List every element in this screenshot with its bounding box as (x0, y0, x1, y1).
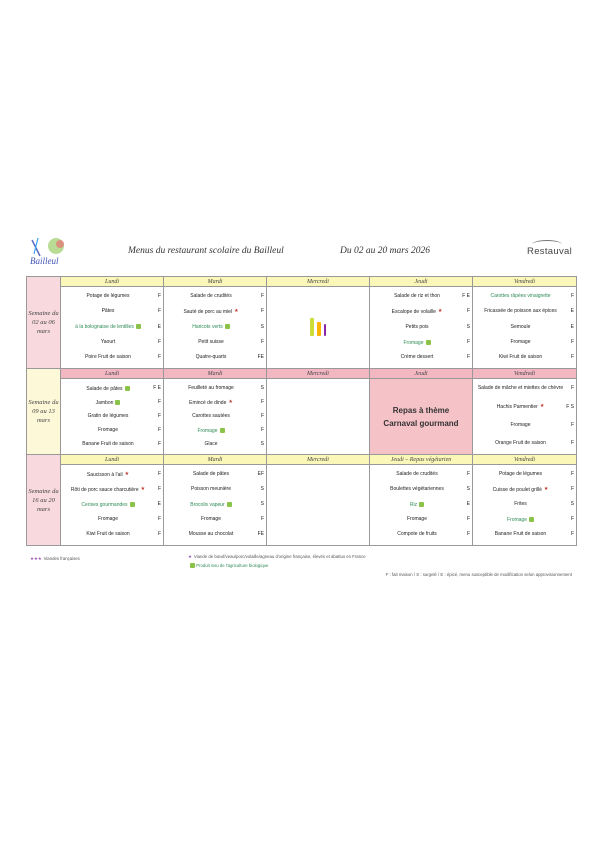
organic-icon (125, 386, 130, 391)
svg-text:Bailleul: Bailleul (30, 256, 59, 266)
dish-name: Banane Fruit de saison (494, 531, 547, 538)
dish-code: F (466, 531, 470, 538)
dish-row (61, 396, 163, 410)
dish-row (164, 290, 266, 304)
day-header-mardi: Mardi (164, 369, 267, 379)
dish-row (61, 336, 163, 350)
week-label: Semaine du 02 au 06 mars (27, 277, 61, 369)
dish-row (370, 528, 472, 542)
dish-name: Haricots verts (166, 324, 256, 330)
organic-icon (190, 563, 195, 568)
dish-row (370, 290, 472, 304)
dish-row (164, 321, 266, 335)
dish-name: Semoule (510, 323, 531, 330)
day-header-mercredi: Mercredi (267, 455, 370, 465)
dish-code: S (260, 385, 264, 392)
organic-icon (419, 502, 424, 507)
dish-name: Fromage (97, 427, 118, 434)
dish-code: F S (566, 403, 574, 410)
dish-code: F (570, 516, 574, 523)
dish-name: Fromage (200, 516, 221, 523)
dish-code: F (570, 440, 574, 447)
dish-name: Salade de pâtes (192, 471, 230, 478)
dish-code: F (466, 338, 470, 345)
day-header-jeudi: Jeudi (370, 369, 473, 379)
dish-name: Cerises gourmandes (63, 502, 153, 508)
dish-row (164, 498, 266, 512)
legend-organic: Produit issu de l'agriculture biologique (188, 563, 268, 568)
dish-row (61, 438, 163, 452)
dish-row (61, 382, 163, 396)
dish-row (370, 351, 472, 365)
dish-code: F (570, 471, 574, 478)
day-header-mardi: Mardi (164, 455, 267, 465)
dish-row (61, 321, 163, 335)
menu-header (26, 232, 576, 272)
day-header-vendredi: Vendredi (473, 277, 577, 287)
day-header-jeudi: Jeudi (370, 277, 473, 287)
organic-icon (529, 517, 534, 522)
dish-code: F (570, 385, 574, 392)
menu-cell (164, 287, 267, 369)
dish-name: Riz (372, 502, 462, 508)
dish-code: F (157, 471, 161, 478)
dish-code: F (466, 516, 470, 523)
dish-code: S (260, 323, 264, 330)
organic-icon (227, 502, 232, 507)
dish-code: F (157, 308, 161, 315)
dish-row (473, 419, 576, 433)
dish-row (473, 513, 576, 527)
dish-code: F (157, 413, 161, 420)
dish-name: Mousse au chocolat (188, 531, 234, 538)
dish-name: Kiwi Fruit de saison (498, 354, 543, 361)
pencil-icon (310, 318, 314, 336)
dish-row (164, 513, 266, 527)
dish-code: F (157, 486, 161, 493)
dish-code: F (570, 338, 574, 345)
week-label: Semaine du 09 au 13 mars (27, 369, 61, 455)
dish-row (61, 305, 163, 319)
dish-name: Carottes sautées (192, 413, 230, 420)
dish-code: S (260, 441, 264, 448)
origin-star-icon: ★ (543, 485, 549, 492)
dish-name: Potage de légumes (86, 293, 130, 300)
dish-code: FE (257, 531, 264, 538)
dish-row (61, 513, 163, 527)
day-header-mardi: Mardi (164, 277, 267, 287)
dish-name: Petit suisse (198, 338, 224, 345)
dish-code: F (157, 516, 161, 523)
dish-row (473, 498, 576, 512)
dish-name: Cuisse de poulet grillé ★ (492, 485, 549, 493)
dish-code: F (260, 413, 264, 420)
day-header-mercredi: Mercredi (267, 277, 370, 287)
theme-meal-cell (370, 379, 473, 455)
dish-name: Fromage (166, 428, 256, 434)
dish-row (61, 483, 163, 497)
day-header-lundi: Lundi (61, 369, 164, 379)
dish-name: Glace (204, 441, 218, 448)
dish-code: F (157, 531, 161, 538)
legend-line: ★ Viande de bœuf/veau/porc/volaille/agneau d'origine française, élevés et abattus en France (188, 554, 366, 559)
dish-row (164, 438, 266, 452)
dish-row (164, 528, 266, 542)
menu-dates: Du 02 au 20 mars 2026 (340, 246, 430, 256)
dish-row (370, 483, 472, 497)
star-icon: ★ (188, 554, 192, 559)
dish-name: Saucisson à l'ail ★ (86, 470, 130, 478)
dish-name: Gratin de légumes (87, 413, 129, 420)
dish-row (473, 437, 576, 451)
dish-code: S (466, 323, 470, 330)
pencil-icon (317, 322, 321, 336)
dish-name: Salade de crudités (190, 293, 232, 300)
day-header-vendredi: Vendredi (473, 369, 577, 379)
dish-name: Carottes râpées vinaigrette (490, 293, 551, 300)
day-header-vendredi: Vendredi (473, 455, 577, 465)
day-header-lundi: Lundi (61, 277, 164, 287)
dish-code: S (260, 486, 264, 493)
dish-name: Potage de légumes (498, 471, 543, 478)
dish-row (473, 468, 576, 482)
organic-icon (136, 324, 141, 329)
dish-name: Fromage (406, 516, 427, 523)
dish-name: Petits pois (405, 323, 429, 330)
dish-name: Salade de pâtes (63, 386, 153, 392)
dish-code: F (260, 338, 264, 345)
dish-row (61, 528, 163, 542)
dish-row (61, 410, 163, 424)
dish-row (164, 382, 266, 396)
origin-star-icon: ★ (124, 470, 130, 477)
dish-name: Kiwi Fruit de saison (86, 531, 130, 538)
dish-name: Brocolis vapeur (166, 502, 256, 508)
dish-row (370, 468, 472, 482)
menu-cell (473, 465, 577, 546)
dish-name: Poire Fruit de saison (85, 354, 131, 361)
dish-name: Emincé de dinde ★ (189, 398, 233, 406)
dish-row (473, 400, 576, 414)
dish-row (164, 336, 266, 350)
wednesday-empty-cell (267, 379, 370, 455)
dish-name: Rôti de porc sauce charcutière ★ (70, 485, 146, 493)
dish-name: Escalope de volaille ★ (391, 307, 443, 316)
dish-code: S (260, 501, 264, 508)
organic-icon (225, 324, 230, 329)
dish-code: E (157, 323, 161, 330)
brand-logo: Restauval (527, 246, 572, 257)
dish-name: Yaourt (100, 338, 116, 345)
dish-name: Frites (514, 501, 527, 508)
dish-code: F (157, 441, 161, 448)
dish-row (61, 351, 163, 365)
dish-name: Salade de crudités (396, 471, 438, 478)
dish-code: F E (153, 385, 161, 392)
organic-icon (220, 428, 225, 433)
dish-code: F (466, 354, 470, 361)
dish-row (370, 305, 472, 319)
menu-cell (164, 379, 267, 455)
dish-name: Quatre-quarts (195, 354, 227, 361)
wednesday-empty-cell (267, 465, 370, 546)
origin-star-icon: ★ (539, 402, 545, 409)
dish-name: Banane Fruit de saison (82, 441, 134, 448)
dish-row (164, 351, 266, 365)
menu-cell (164, 465, 267, 546)
day-header-jeudi-vegetarien: Jeudi – Repas végétarien (370, 455, 473, 465)
pencil-icon (324, 324, 326, 336)
dish-code: F (157, 293, 161, 300)
dish-name: Fromage (510, 421, 531, 428)
dish-row (370, 498, 472, 512)
dish-code: E (466, 501, 470, 508)
dish-row (61, 290, 163, 304)
dish-code: E (157, 501, 161, 508)
dish-row (473, 483, 576, 497)
organic-icon (426, 340, 431, 345)
origin-star-icon: ★ (234, 307, 239, 314)
menu-cell (473, 379, 577, 455)
dish-name: Poisson meunière (190, 486, 232, 493)
dish-code: FE (257, 354, 264, 361)
dish-code: E (570, 308, 574, 315)
dish-row (164, 396, 266, 410)
dish-row (164, 424, 266, 438)
week-label: Semaine du 16 au 20 mars (27, 455, 61, 546)
dish-code: F (570, 531, 574, 538)
dish-row (473, 321, 576, 335)
dish-row (370, 321, 472, 335)
dish-name: Fricassée de poisson aux épices (484, 308, 557, 315)
dish-code: F (157, 338, 161, 345)
dish-code: F (260, 516, 264, 523)
dish-row (473, 528, 576, 542)
origin-star-icon: ★★★ (30, 556, 42, 561)
dish-row (473, 305, 576, 319)
menu-cell (473, 287, 577, 369)
dish-name: à la bolognaise de lentilles (63, 324, 153, 330)
dish-name: Compote de fruits (397, 531, 437, 538)
dish-code: F (260, 308, 264, 315)
legend-origin: ★★★ Viandes françaises (30, 556, 80, 561)
dish-code: F (157, 399, 161, 406)
dish-code: F (570, 486, 574, 493)
dish-row (164, 410, 266, 424)
school-logo (26, 234, 72, 268)
dish-row (164, 468, 266, 482)
menu-cell (61, 379, 164, 455)
theme-subtitle: Carnaval gourmand (383, 418, 459, 428)
dish-row (61, 498, 163, 512)
dish-row (164, 305, 266, 319)
menu-cell (370, 287, 473, 369)
menu-title: Menus du restaurant scolaire du Bailleul (128, 246, 284, 256)
dish-row (164, 483, 266, 497)
menu-cell (61, 287, 164, 369)
dish-name: Pâtes (101, 308, 115, 315)
dish-row (473, 351, 576, 365)
dish-code: F (157, 354, 161, 361)
dish-row (473, 290, 576, 304)
dish-code: F (260, 293, 264, 300)
wednesday-empty-cell (267, 287, 370, 369)
dish-name: Fromage (372, 340, 462, 346)
dish-name: Feuilleté au fromage (188, 385, 234, 392)
dish-name: Fromage (97, 516, 118, 523)
origin-star-icon: ★ (437, 307, 443, 314)
dish-code: F (570, 293, 574, 300)
origin-star-icon: ★ (140, 485, 146, 492)
dish-name: Salade de riz et thon (394, 293, 440, 300)
dish-code: E (570, 323, 574, 330)
menu-table (26, 276, 577, 546)
dish-row (370, 336, 472, 350)
day-header-mercredi: Mercredi (267, 369, 370, 379)
dish-row (370, 513, 472, 527)
dish-name: Orange Fruit de saison (495, 440, 546, 447)
dish-row (61, 468, 163, 482)
dish-name: Fromage (475, 517, 566, 523)
dish-code: F (260, 427, 264, 434)
dish-code: F (157, 427, 161, 434)
dish-row (473, 382, 576, 396)
dish-code: S (570, 501, 574, 508)
dish-code: F E (462, 293, 470, 300)
dish-code: EF (257, 471, 264, 478)
dish-code: F (570, 421, 574, 428)
dish-row (473, 336, 576, 350)
dish-name: Sauté de porc au miel ★ (183, 307, 239, 316)
menu-cell (370, 465, 473, 546)
dish-code: F (570, 354, 574, 361)
menu-cell (61, 465, 164, 546)
origin-star-icon: ★ (228, 398, 233, 405)
dish-code: F (260, 399, 264, 406)
dish-code: F (466, 308, 470, 315)
dish-code: F (466, 471, 470, 478)
dish-name: Hachis Parmentier ★ (496, 402, 545, 411)
organic-icon (130, 502, 135, 507)
dish-code: S (466, 486, 470, 493)
dish-name: Crème dessert (400, 354, 434, 361)
organic-icon (115, 400, 120, 405)
theme-title: Repas à thème (392, 405, 450, 415)
legend-codes: F : fait maison / S : surgelé / E : épicé, menu susceptible de modification selon approvisionnement (385, 572, 572, 577)
dish-row (61, 424, 163, 438)
dish-name: Fromage (510, 338, 531, 345)
day-header-lundi: Lundi (61, 455, 164, 465)
dish-name: Boulettes végétariennes (390, 486, 444, 493)
dish-name: Jambon (63, 400, 153, 406)
dish-name: Salade de mâche et miettes de chèvre (477, 385, 564, 392)
